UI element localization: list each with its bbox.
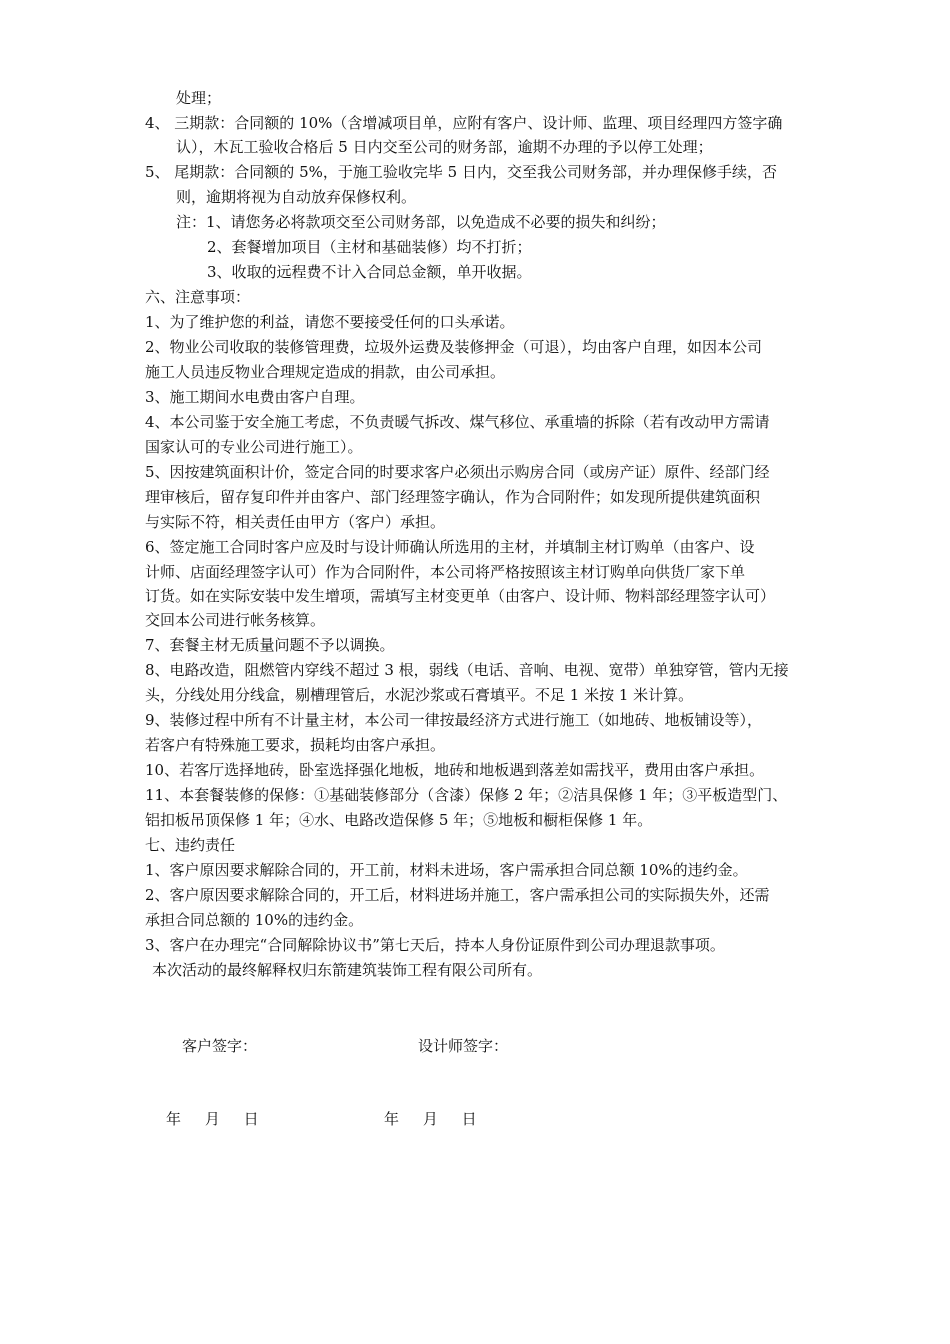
- text-line: 9、装修过程中所有不计量主材，本公司一律按最经济方式进行施工（如地砖、地板铺设等），: [145, 711, 763, 729]
- text-line: 处理；: [176, 89, 222, 107]
- text-line: 铝扣板吊顶保修 1 年；④水、电路改造保修 5 年；⑤地板和橱柜保修 1 年。: [145, 811, 653, 829]
- text-line: 7、套餐主材无质量问题不予以调换。: [145, 636, 395, 654]
- text-line: 2、套餐增加项目（主材和基础装修）均不打折；: [207, 238, 532, 256]
- text-line: 2、物业公司收取的装修管理费，垃圾外运费及装修押金（可退），均由客户自理，如因本公司: [145, 338, 763, 356]
- text-line: 施工人员违反物业合理规定造成的捐款，由公司承担。: [145, 363, 506, 381]
- text-line: 5、 尾期款：合同额的 5%，于施工验收完毕 5 日内，交至我公司财务部，并办理保修手续，否: [145, 163, 777, 181]
- text-line: 头，分线处用分线盒，剔槽理管后，水泥沙浆或石膏填平。不足 1 米按 1 米计算。: [145, 686, 694, 704]
- text-line: 承担合同总额的 10%的违约金。: [145, 911, 364, 929]
- section-heading: 七、违约责任: [145, 836, 236, 854]
- text-line: 计师、店面经理签字认可）作为合同附件，本公司将严格按照该主材订购单向供货厂家下单: [145, 563, 746, 581]
- text-line: 认），木瓦工验收合格后 5 日内交至公司的财务部，逾期不办理的予以停工处理；: [176, 138, 713, 156]
- text-line: 4、本公司鉴于安全施工考虑，不负责暖气拆改、煤气移位、承重墙的拆除（若有改动甲方需请: [145, 413, 770, 431]
- final-statement: 本次活动的最终解释权归东箭建筑装饰工程有限公司所有。: [152, 961, 543, 979]
- text-line: 11、本套餐装修的保修：①基础装修部分（含漆）保修 2 年；②洁具保修 1 年；③平板造型门、: [145, 786, 788, 804]
- text-line: 国家认可的专业公司进行施工）。: [145, 438, 363, 456]
- text-line: 5、因按建筑面积计价，签定合同的时要求客户必须出示购房合同（或房产证）原件、经部门经: [145, 463, 770, 481]
- text-line: 交回本公司进行帐务核算。: [145, 611, 326, 629]
- text-line: 理审核后，留存复印件并由客户、部门经理签字确认，作为合同附件；如发现所提供建筑面积: [145, 488, 761, 506]
- text-line: 10、若客厅选择地砖，卧室选择强化地板，地砖和地板遇到落差如需找平，费用由客户承担。: [145, 761, 765, 779]
- text-line: 3、施工期间水电费由客户自理。: [145, 388, 365, 406]
- text-line: 与实际不符，相关责任由甲方（客户）承担。: [145, 513, 446, 531]
- text-line: 6、签定施工合同时客户应及时与设计师确认所选用的主材，并填制主材订购单（由客户、设: [145, 538, 755, 556]
- text-line: 若客户有特殊施工要求，损耗均由客户承担。: [145, 736, 446, 754]
- section-heading: 六、注意事项：: [145, 288, 251, 306]
- designer-signature-label: 设计师签字：: [418, 1037, 509, 1055]
- text-line: 1、客户原因要求解除合同的，开工前，材料未进场，客户需承担合同总额 10%的违约金。: [145, 861, 748, 879]
- text-line: 4、 三期款：合同额的 10%（含增减项目单，应附有客户、设计师、监理、项目经理四方签字确: [145, 114, 783, 132]
- text-line: 订货。如在实际安装中发生增项，需填写主材变更单（由客户、设计师、物料部经理签字认可）: [145, 587, 776, 605]
- text-line: 1、为了维护您的利益，请您不要接受任何的口头承诺。: [145, 313, 515, 331]
- designer-signature-date: 年 月 日: [384, 1110, 477, 1128]
- customer-signature-date: 年 月 日: [166, 1110, 259, 1128]
- text-line: 则，逾期将视为自动放弃保修权利。: [176, 188, 417, 206]
- customer-signature-label: 客户签字：: [182, 1037, 258, 1055]
- text-line: 2、客户原因要求解除合同的，开工后，材料进场并施工，客户需承担公司的实际损失外，还需: [145, 886, 770, 904]
- text-line: 8、电路改造，阻燃管内穿线不超过 3 根，弱线（电话、音响、电视、宽带）单独穿管，管内无接: [145, 661, 789, 679]
- text-line: 3、客户在办理完“合同解除协议书”第七天后，持本人身份证原件到公司办理退款事项。: [145, 936, 725, 954]
- text-line: 3、收取的远程费不计入合同总金额，单开收据。: [207, 263, 532, 281]
- text-line: 注：1、请您务必将款项交至公司财务部，以免造成不必要的损失和纠纷；: [176, 213, 666, 231]
